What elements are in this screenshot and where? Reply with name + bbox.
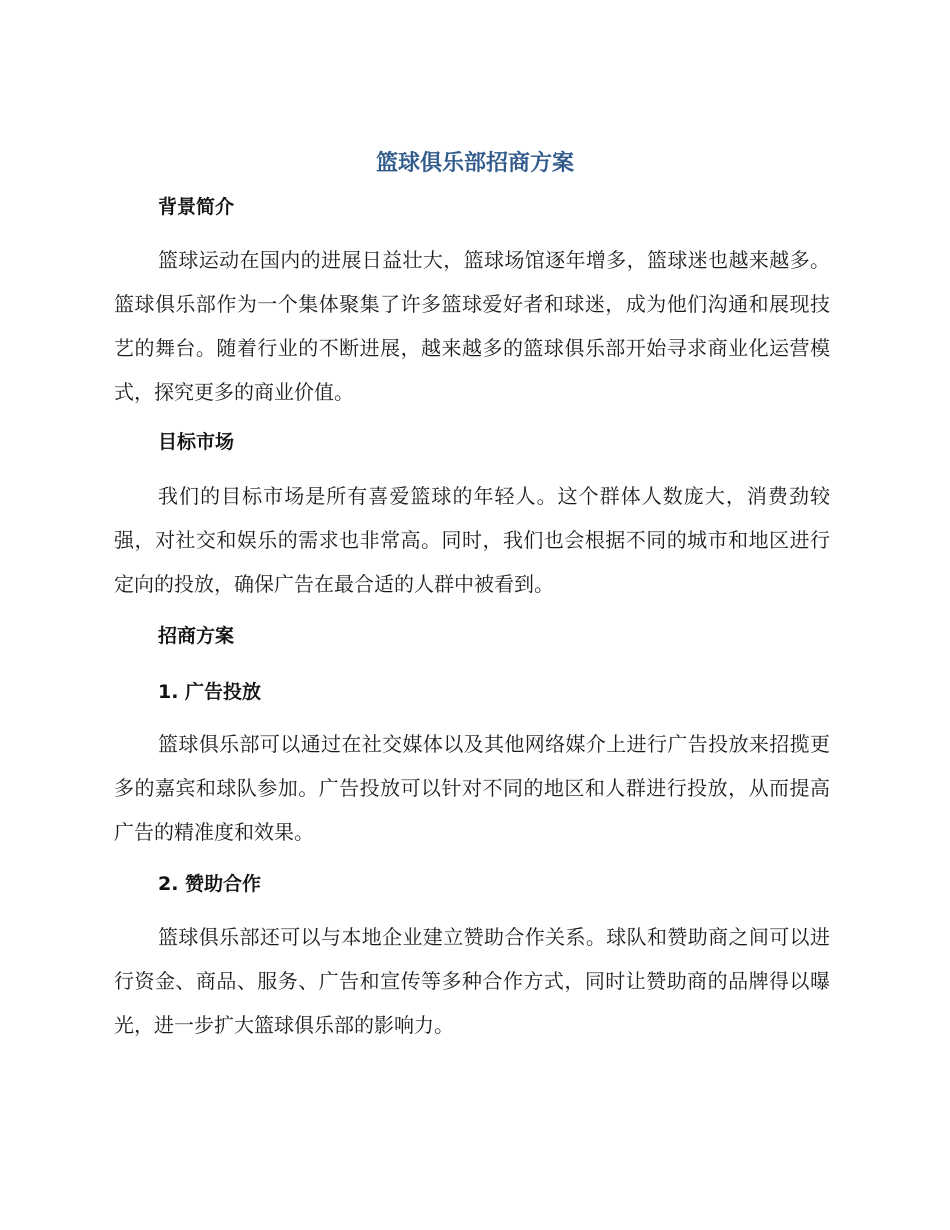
section-heading-background: 背景简介 (158, 196, 235, 218)
section-heading-plan: 招商方案 (158, 625, 235, 647)
plan-item-heading-advertising: 1. 广告投放 (158, 681, 262, 703)
plan-item-text-sponsorship: 篮球俱乐部还可以与本地企业建立赞助合作关系。球队和赞助商之间可以进行资金、商品、服务、广告和宣传等多种合作方式，同时让赞助商的品牌得以曝光，进一步扩大篮球俱乐部的影响力。 (114, 925, 830, 1037)
section-text-background: 篮球运动在国内的进展日益壮大，篮球场馆逐年增多，篮球迷也越来越多。篮球俱乐部作为一个集体聚集了许多篮球爱好者和球迷，成为他们沟通和展现技艺的舞台。随着行业的不断进展，越来越多的篮球俱乐部开始寻求商业化运营模式，探究更多的商业价值。 (114, 248, 830, 404)
document-title: 篮球俱乐部招商方案 (375, 151, 574, 176)
section-text-target-market: 我们的目标市场是所有喜爱篮球的年轻人。这个群体人数庞大，消费劲较强，对社交和娱乐的需求也非常高。同时，我们也会根据不同的城市和地区进行定向的投放，确保广告在最合适的人群中被看到。 (114, 484, 830, 596)
plan-item-heading-sponsorship: 2. 赞助合作 (158, 873, 262, 895)
plan-item-text-advertising: 篮球俱乐部可以通过在社交媒体以及其他网络媒介上进行广告投放来招揽更多的嘉宾和球队参加。广告投放可以针对不同的地区和人群进行投放，从而提高广告的精准度和效果。 (114, 732, 830, 844)
section-heading-target-market: 目标市场 (158, 431, 235, 453)
